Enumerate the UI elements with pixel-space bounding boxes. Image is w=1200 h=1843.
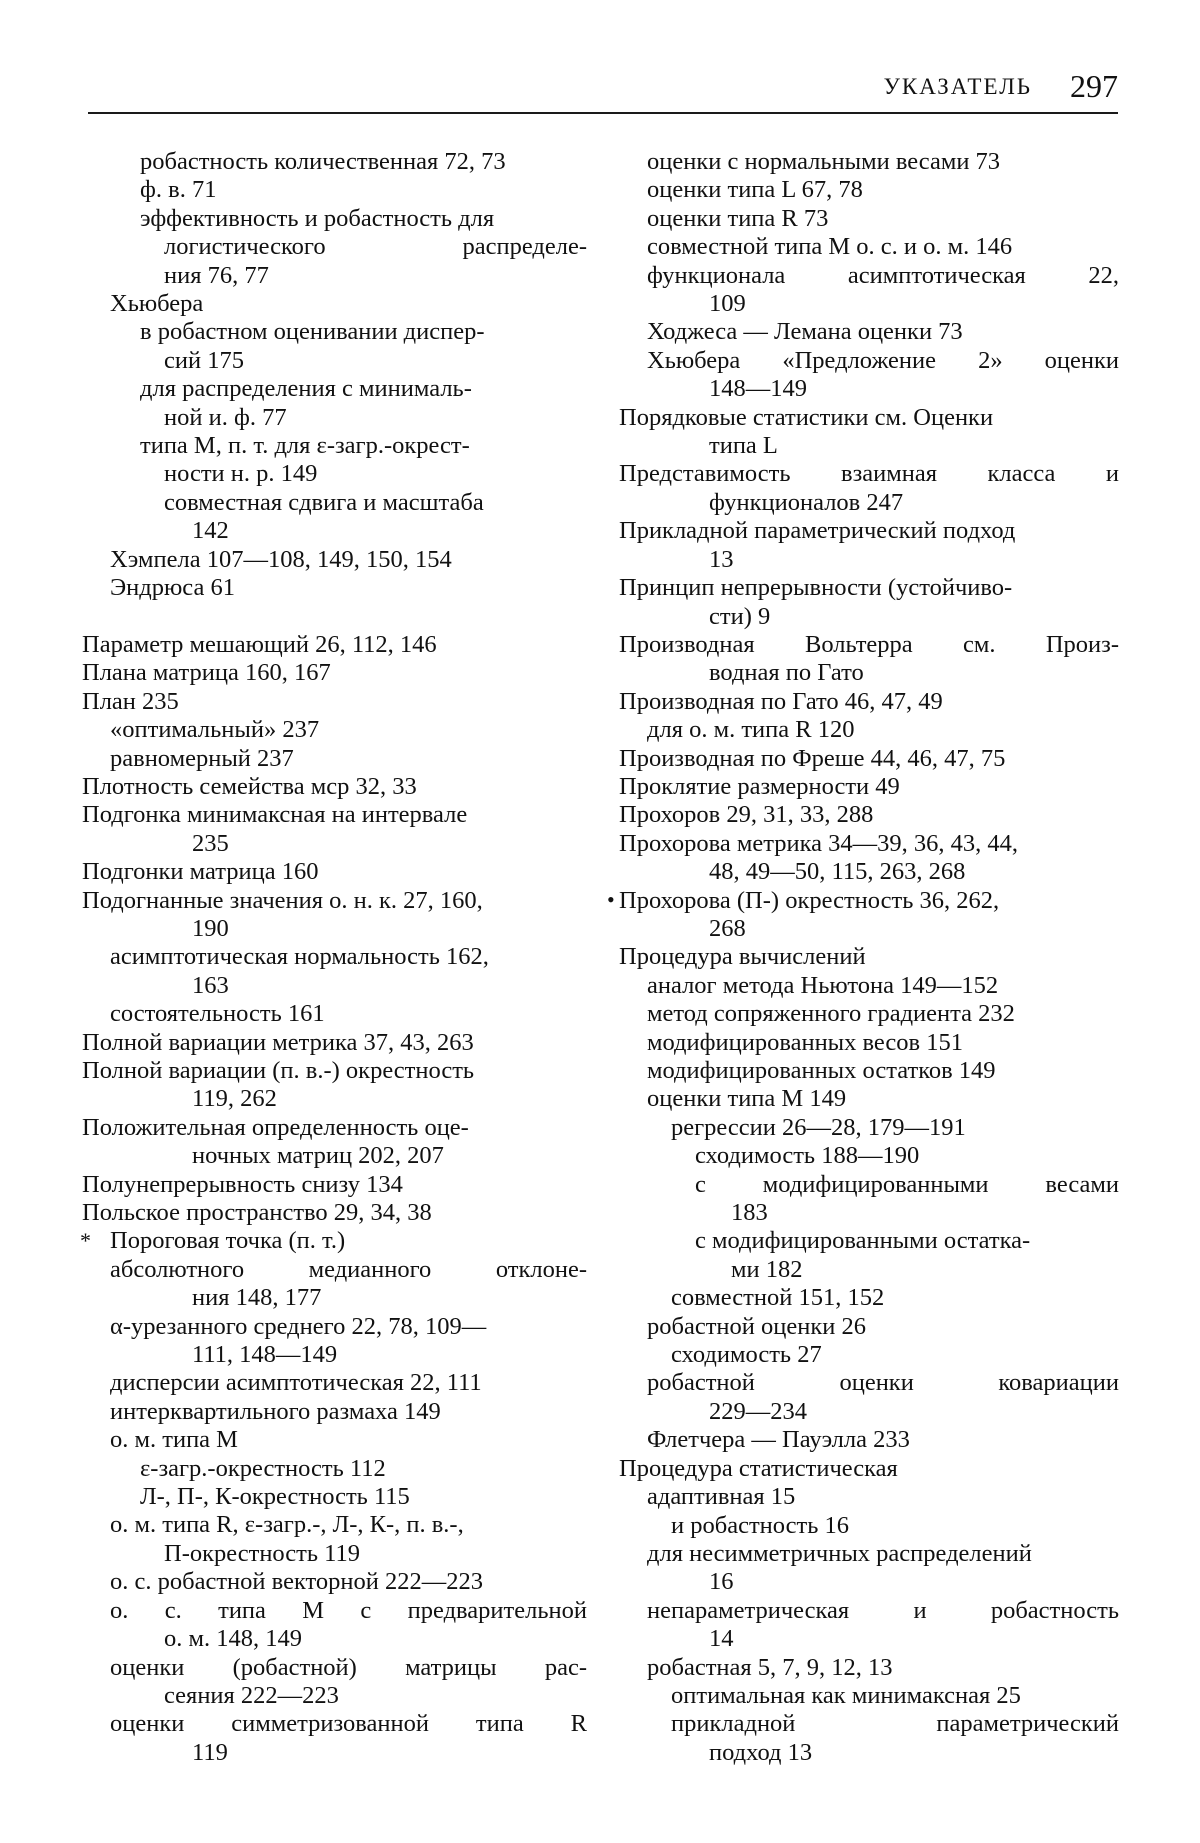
index-entry: регрессии 26—28, 179—191	[671, 1113, 966, 1141]
index-entry: Процедура статистическая	[619, 1454, 898, 1482]
index-entry: 229—234	[709, 1397, 807, 1425]
index-entry: 13	[709, 545, 734, 573]
index-entry: Подогнанные значения о. н. к. 27, 160,	[82, 886, 483, 914]
index-entry: в робастном оценивании диспер-	[140, 318, 485, 346]
index-entry: оптимальная как минимаксная 25	[671, 1681, 1021, 1709]
entry-marker: *	[80, 1228, 91, 1254]
index-entry: Флетчера — Пауэлла 233	[647, 1426, 910, 1454]
index-entry: Прохоров 29, 31, 33, 288	[619, 801, 874, 829]
index-column-right	[607, 148, 1119, 1767]
index-entry: оценки типа L 67, 78	[647, 176, 863, 204]
entry-marker: •	[607, 887, 615, 913]
index-entry: ночных матриц 202, 207	[192, 1142, 444, 1170]
index-entry: Положительная определенность оце-	[82, 1113, 469, 1141]
index-entry: функционалов 247	[709, 488, 904, 516]
index-entry: для распределения с минималь-	[140, 375, 472, 403]
page-number: 297	[1070, 68, 1118, 104]
index-entry: План 235	[82, 687, 179, 715]
index-entry: подход 13	[709, 1738, 813, 1766]
index-entry: ε-загр.-окрестность 112	[140, 1454, 386, 1482]
index-entry: дисперсии асимптотическая 22, 111	[110, 1369, 482, 1397]
index-entry: Полной вариации (п. в.-) окрестность	[82, 1056, 475, 1084]
index-entry: 148—149	[709, 375, 807, 403]
index-entry: Прохорова метрика 34—39, 36, 43, 44,	[619, 829, 1019, 857]
index-entry: 268	[709, 914, 746, 942]
index-entry: робастной оценки 26	[647, 1312, 867, 1340]
index-entry: оценки симметризованной типа R	[110, 1710, 587, 1738]
index-entry: Производная по Фреше 44, 46, 47, 75	[619, 744, 1006, 772]
index-entry: 142	[192, 517, 229, 545]
index-entry: типа L	[709, 432, 778, 460]
index-entry: Параметр мешающий 26, 112, 146	[82, 630, 437, 658]
index-entry: 163	[192, 971, 229, 999]
index-entry: сходимость 27	[671, 1341, 822, 1369]
index-entry: типа М, п. т. для ε-загр.-окрест-	[140, 432, 470, 460]
index-entry: 111, 148—149	[192, 1341, 338, 1369]
index-entry: Процедура вычислений	[619, 943, 866, 971]
index-entry: о. м. типа М	[110, 1426, 238, 1454]
index-entry: состоятельность 161	[110, 1000, 325, 1028]
index-entry: Полной вариации метрика 37, 43, 263	[82, 1028, 474, 1056]
index-entry: прикладной параметрический	[671, 1710, 1119, 1738]
index-entry: Подгонка минимаксная на интервале	[82, 801, 468, 829]
index-entry: оценки типа М 149	[647, 1085, 847, 1113]
index-entry: робастная 5, 7, 9, 12, 13	[647, 1653, 893, 1681]
index-entry: 16	[709, 1568, 734, 1596]
index-entry: равномерный 237	[110, 744, 294, 772]
index-entry: 48, 49—50, 115, 263, 268	[709, 858, 966, 886]
index-entry: сеяния 222—223	[164, 1681, 339, 1709]
index-entry: ния 76, 77	[164, 261, 269, 289]
index-entry: функционала асимптотическая 22,	[647, 261, 1119, 289]
index-entry: 183	[731, 1199, 768, 1227]
index-entry: интерквартильного размаха 149	[110, 1397, 441, 1425]
index-entry: для о. м. типа R 120	[647, 716, 855, 744]
index-entry: Прохорова (П-) окрестность 36, 262,	[619, 886, 1000, 914]
index-entry: оценки типа R 73	[647, 204, 829, 232]
index-entry: Хьюбера	[110, 290, 204, 318]
index-entry: водная по Гато	[709, 659, 864, 687]
index-entry: и робастность 16	[671, 1511, 850, 1539]
index-entry: Производная по Гато 46, 47, 49	[619, 687, 943, 715]
index-entry: о. с. типа М с предварительной	[110, 1596, 587, 1624]
index-entry: Плотность семейства мср 32, 33	[82, 772, 417, 800]
index-entry: «оптимальный» 237	[110, 716, 320, 744]
index-entry: 119	[192, 1738, 228, 1766]
index-entry: робастной оценки ковариации	[647, 1369, 1119, 1397]
index-entry: Производная Вольтерра см. Произ-	[619, 630, 1119, 658]
index-entry: Подгонки матрица 160	[82, 858, 319, 886]
index-entry: Представимость взаимная класса и	[619, 460, 1119, 488]
index-entry: Хьюбера «Предложение 2» оценки	[647, 346, 1119, 374]
index-entry: 14	[709, 1625, 734, 1653]
index-entry: эффективность и робастность для	[140, 204, 495, 232]
index-entry: модифицированных весов 151	[647, 1028, 963, 1056]
running-header	[88, 68, 1118, 114]
index-entry: ф. в. 71	[140, 176, 217, 204]
index-entry	[82, 603, 587, 631]
index-entry: логистического распределе-	[164, 233, 587, 261]
index-entry: сти) 9	[709, 602, 771, 630]
index-entry: Пороговая точка (п. т.)	[110, 1227, 346, 1255]
index-entry: ности н. р. 149	[164, 460, 318, 488]
index-entry: совместной типа М о. с. и о. м. 146	[647, 233, 1013, 261]
index-entry: робастность количественная 72, 73	[140, 148, 506, 175]
index-entry: совместной 151, 152	[671, 1284, 885, 1312]
index-entry: непараметрическая и робастность	[647, 1596, 1119, 1624]
index-entry: модифицированных остатков 149	[647, 1057, 996, 1084]
index-entry: сий 175	[164, 346, 244, 374]
index-entry: асимптотическая нормальность 162,	[110, 943, 489, 971]
index-entry: ной и. ф. 77	[164, 403, 287, 431]
index-entry: 235	[192, 829, 229, 857]
index-entry: совместная сдвига и масштаба	[164, 488, 484, 516]
index-entry: Ходжеса — Лемана оценки 73	[647, 318, 963, 346]
index-entry: 119, 262	[192, 1085, 277, 1113]
index-entry: для несимметричных распределений	[647, 1539, 1032, 1567]
index-entry: П-окрестность 119	[164, 1539, 361, 1567]
index-entry: Прикладной параметрический подход	[619, 517, 1016, 545]
index-column-left	[82, 148, 587, 1767]
index-entry: 109	[709, 290, 746, 318]
index-entry: с модифицированными остатка-	[695, 1227, 1031, 1255]
index-entry: оценки с нормальными весами 73	[647, 148, 1001, 175]
index-entry: адаптивная 15	[647, 1483, 796, 1511]
index-entry: Полунепрерывность снизу 134	[82, 1170, 403, 1198]
index-entry: о. м. 148, 149	[164, 1625, 303, 1653]
index-entry: Принцип непрерывности (устойчиво-	[619, 574, 1013, 602]
index-entry: с модифицированными весами	[695, 1170, 1119, 1198]
index-entry: о. с. робастной векторной 222—223	[110, 1568, 484, 1596]
index-entry: оценки (робастной) матрицы рас-	[110, 1653, 587, 1681]
index-entry: Л-, П-, К-окрестность 115	[140, 1483, 410, 1511]
index-entry: 190	[192, 914, 229, 942]
header-title: УКАЗАТЕЛЬ	[883, 74, 1032, 99]
index-entry: ния 148, 177	[192, 1284, 322, 1312]
index-entry: о. м. типа R, ε-загр.-, Л-, К-, п. в.-,	[110, 1511, 464, 1539]
index-entry: Проклятие размерности 49	[619, 772, 900, 800]
index-entry: Хэмпела 107—108, 149, 150, 154	[110, 545, 452, 573]
index-entry: Эндрюса 61	[110, 574, 235, 602]
index-entry: абсолютного медианного отклоне-	[110, 1255, 587, 1283]
index-entry: α-урезанного среднего 22, 78, 109—	[110, 1312, 487, 1340]
index-entry: Плана матрица 160, 167	[82, 659, 331, 687]
index-entry: Польское пространство 29, 34, 38	[82, 1199, 432, 1227]
index-entry: ми 182	[731, 1255, 803, 1283]
index-entry: Порядковые статистики см. Оценки	[619, 403, 994, 431]
index-entry: сходимость 188—190	[695, 1142, 920, 1170]
index-entry: аналог метода Ньютона 149—152	[647, 971, 999, 999]
index-entry: метод сопряженного градиента 232	[647, 1000, 1015, 1028]
